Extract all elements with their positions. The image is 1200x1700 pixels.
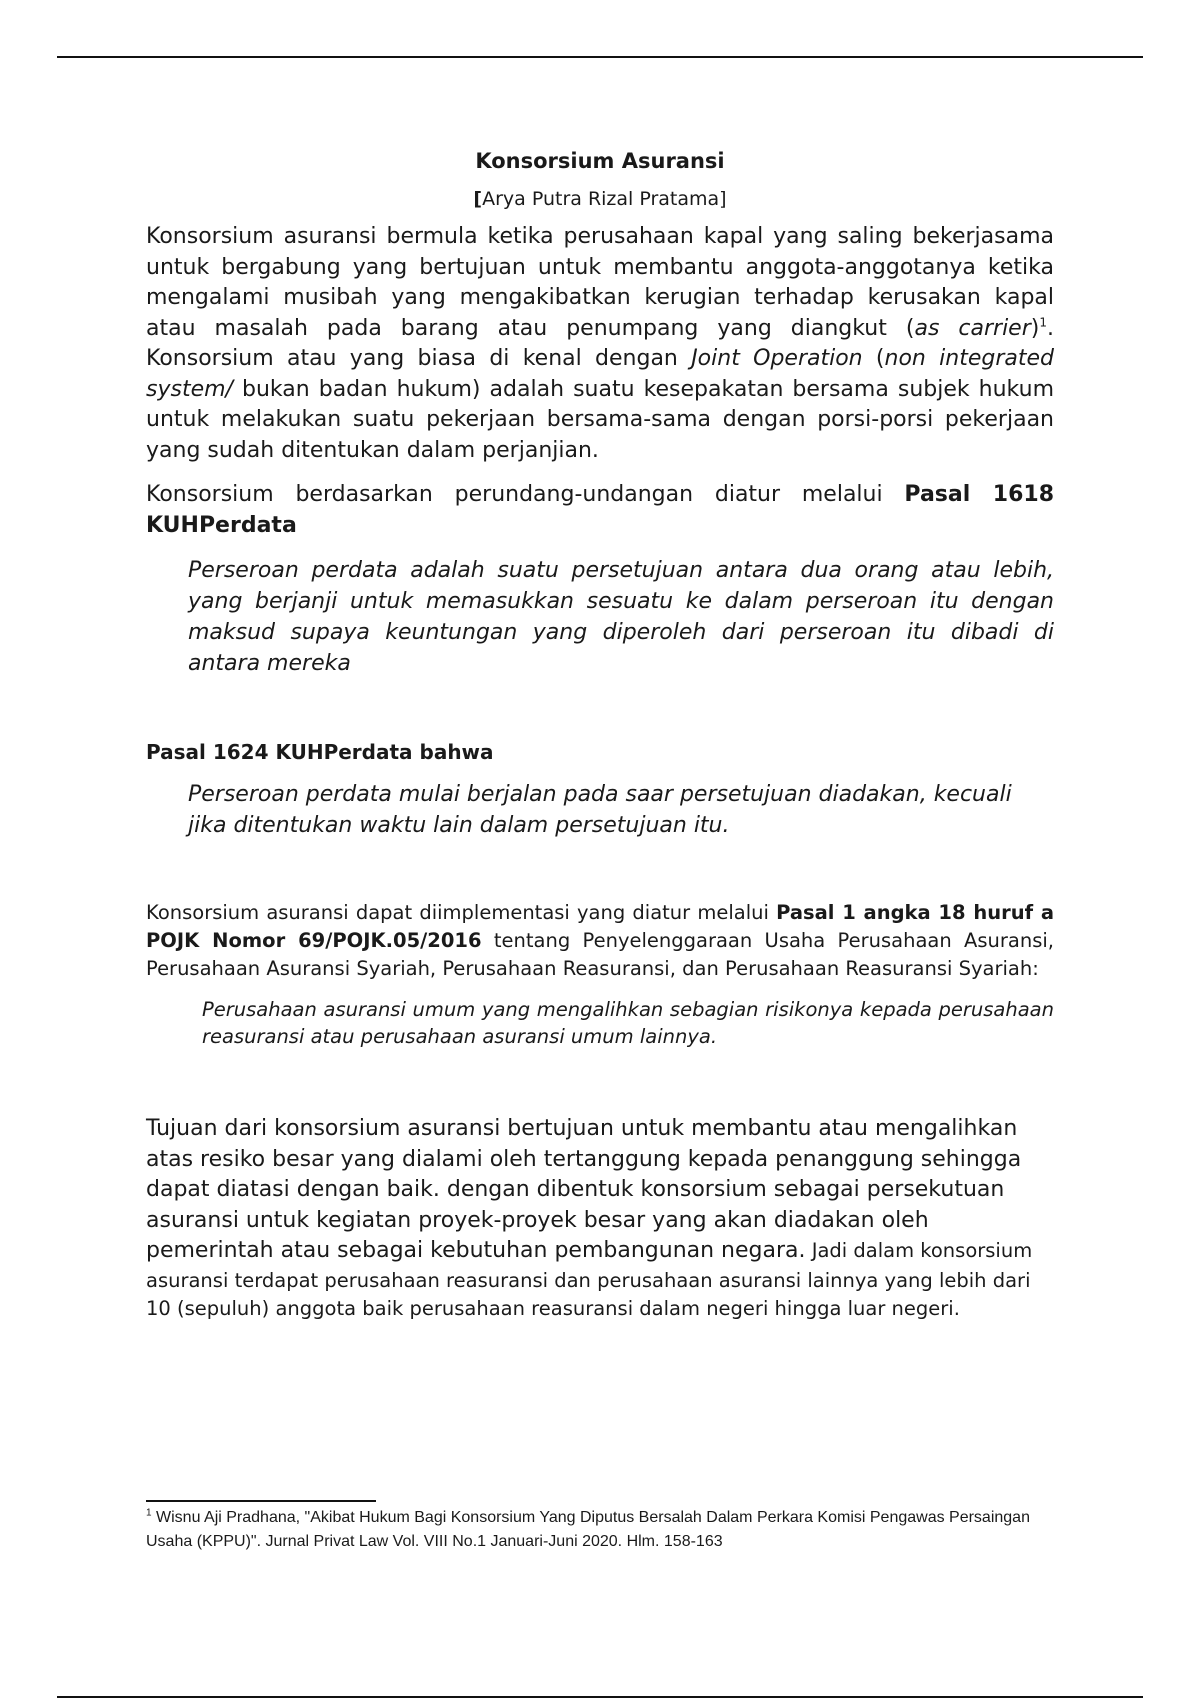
paragraph-pojk-bold: Pasal 1 angka 18 huruf a POJK Nomor 69/POJK.05/2016: [146, 901, 1054, 952]
document-title: Konsorsium Asuransi: [475, 149, 725, 173]
footnote-separator: [146, 1500, 376, 1502]
author-line: [146, 184, 1054, 214]
footnote-text: Wisnu Aji Pradhana, "Akibat Hukum Bagi Konsorsium Yang Diputus Bersalah Dalam Perkara Komisi Pengawas Persaingan Usaha (KPPU)". Jurnal Privat Law Vol. VIII No.1 Januari-Juni 2020. Hlm. 158-163: [146, 1509, 1030, 1550]
paragraph-intro-text-c: . Konsorsium atau yang biasa di kenal dengan: [146, 315, 1055, 371]
footnote-reference: 1: [1039, 315, 1048, 330]
paragraph-purpose: [146, 1114, 1054, 1323]
paragraph-pojk: [146, 899, 1054, 983]
paragraph-pojk-text-a: Konsorsium asuransi dapat diimplementasi yang diatur melalui: [146, 901, 777, 924]
author-name: Arya Putra Rizal Pratama]: [482, 188, 727, 210]
paragraph-pojk-text-b: tentang Penyelenggaraan Usaha Perusahaan Asuransi, Perusahaan Asuransi Syariah, Perusahaan Reasuransi, dan Perusahaan Reasuransi Syariah:: [146, 929, 1054, 980]
paragraph-purpose-text-b: Jadi dalam konsorsium asuransi terdapat perusahaan reasuransi dan perusahaan asuransi lainnya yang lebih dari 10 (sepuluh) anggota baik perusahaan reasuransi dalam negeri hingga luar negeri.: [146, 1239, 1033, 1320]
quote-pojk: Perusahaan asuransi umum yang mengalihkan sebagian risikonya kepada perusahaan reasuransi atau perusahaan asuransi umum lainnya.: [202, 998, 1054, 1048]
author-open-bracket: [: [473, 188, 483, 210]
page-bottom-rule: [57, 1696, 1143, 1698]
paragraph-legal-basis-bold: Pasal 1618 KUHPerdata: [146, 482, 1054, 538]
paragraph-intro: [146, 222, 1054, 466]
paragraph-legal-basis: [146, 480, 1054, 541]
footnote: [146, 1506, 1054, 1554]
paragraph-intro-italic-c: non integrated system/: [146, 346, 1054, 402]
quote-pasal-1624: Perseroan perdata mulai berjalan pada saar persetujuan diadakan, kecuali jika ditentukan waktu lain dalam persetujuan itu.: [188, 782, 1012, 838]
quote-pasal-1618: Perseroan perdata adalah suatu persetujuan antara dua orang atau lebih, yang berjanji untuk memasukkan sesuatu ke dalam perseroan itu dengan maksud supaya keuntungan yang diperoleh dari perseroan itu dibadi di antara mereka: [188, 558, 1054, 676]
paragraph-intro-text-d: (: [862, 346, 885, 371]
paragraph-intro-text-e: bukan badan hukum) adalah suatu kesepakatan bersama subjek hukum untuk melakukan suatu pekerjaan bersama-sama dengan porsi-porsi pekerjaan yang sudah ditentukan dalam perjanjian.: [146, 376, 1054, 463]
paragraph-purpose-text-a: Tujuan dari konsorsium asuransi bertujuan untuk membantu atau mengalihkan atas resiko besar yang dialami oleh tertanggung kepada penanggung sehingga dapat diatasi dengan baik. dengan dibentuk konsorsium sebagai persekutuan asuransi untuk kegiatan proyek-proyek besar yang akan diadakan oleh pemerintah atau sebagai kebutuhan pembangunan negara.: [146, 1116, 1022, 1263]
page-top-rule: [57, 56, 1143, 58]
footnote-number: 1: [146, 1507, 152, 1519]
heading-pasal-1624: Pasal 1624 KUHPerdata bahwa: [146, 740, 494, 764]
document-body: [146, 140, 1054, 1323]
paragraph-intro-text-a: Konsorsium asuransi bermula ketika perusahaan kapal yang saling bekerjasama untuk bergabung yang bertujuan untuk membantu anggota-anggotanya ketika mengalami musibah yang mengakibatkan kerugian terhadap kerusakan kapal atau masalah pada barang atau penumpang yang diangkut (: [146, 224, 1054, 341]
paragraph-intro-text-b: ): [1030, 315, 1040, 341]
paragraph-legal-basis-text: Konsorsium berdasarkan perundang-undangan diatur melalui: [146, 482, 905, 507]
paragraph-intro-italic-b: Joint Operation: [691, 346, 863, 371]
paragraph-intro-italic-a: as carrier: [914, 315, 1031, 341]
